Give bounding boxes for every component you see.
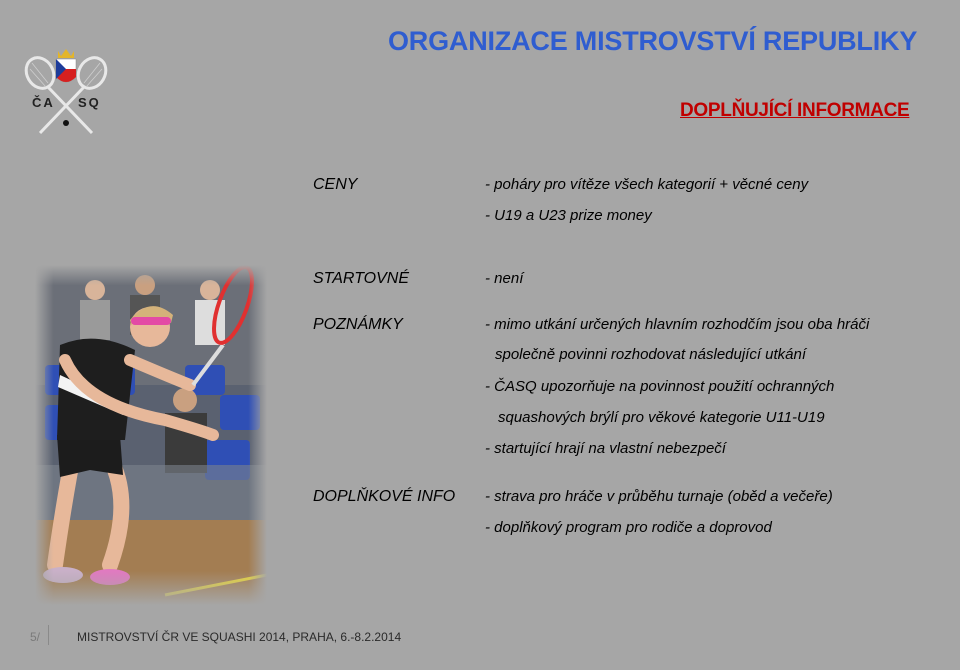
page-title: ORGANIZACE MISTROVSTVÍ REPUBLIKY [388,26,918,56]
casq-logo-icon [20,45,112,140]
page-subtitle: DOPLŇUJÍCÍ INFORMACE [680,100,910,121]
player-photo [35,265,267,605]
ceny-line-1: - poháry pro vítěze všech kategorií + věcné ceny [485,176,809,193]
squash-player-illustration [35,265,267,605]
footer-text: MISTROVSTVÍ ČR VE SQUASHI 2014, PRAHA, 6.-8.2.2014 [77,630,402,644]
label-poznamky: POZNÁMKY [313,316,403,333]
poznamky-line-5: - startující hrají na vlastní nebezpečí [485,440,726,457]
ceny-line-2: - U19 a U23 prize money [485,207,652,224]
label-startovne: STARTOVNÉ [313,270,410,287]
footer-divider [48,625,49,645]
poznamky-line-4: squashových brýlí pro věkové kategorie U11-U19 [498,409,825,426]
poznamky-line-3: - ČASQ upozorňuje na povinnost použití ochranných [485,378,835,395]
doplnkove-line-2: - doplňkový program pro rodiče a doprovod [485,519,772,536]
label-ceny: CENY [313,176,358,193]
logo-text-left: ČA [32,95,55,110]
poznamky-line-1: - mimo utkání určených hlavním rozhodčím jsou oba hráči [485,316,870,333]
page-number: 5/ [30,630,41,644]
casq-logo [20,45,112,140]
poznamky-line-2: společně povinni rozhodovat následující utkání [495,346,807,363]
label-doplnkove-info: DOPLŇKOVÉ INFO [313,488,456,505]
startovne-line-1: - není [485,270,524,287]
doplnkove-line-1: - strava pro hráče v průběhu turnaje (oběd a večeře) [485,488,833,505]
logo-text-right: SQ [78,95,101,110]
